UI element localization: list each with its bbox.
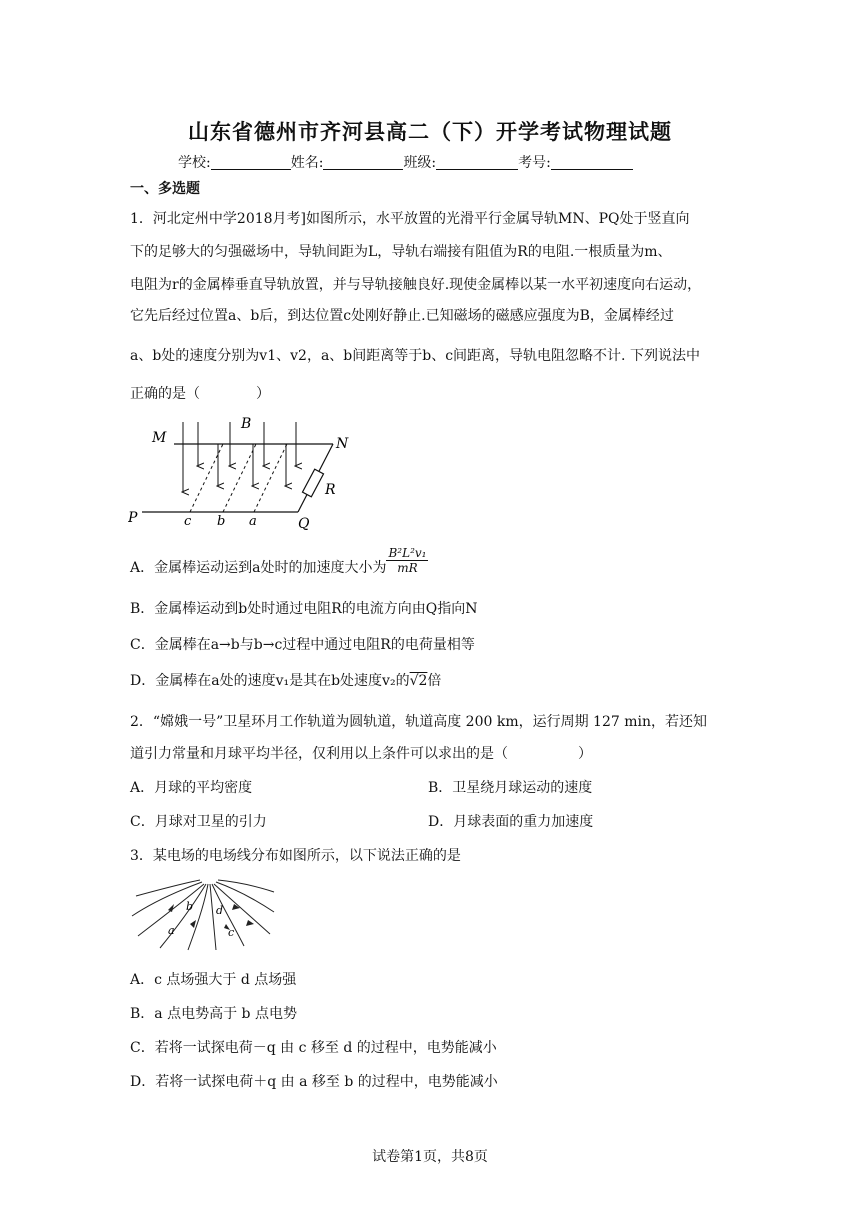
- q1-option-a[interactable]: [130, 545, 428, 577]
- q1-option-d-text: D．金属棒在a处的速度v₁是其在b处速度v₂的: [130, 673, 410, 689]
- fraction-denominator: mR: [397, 560, 418, 575]
- q1-option-c[interactable]: C．金属棒在a→b与b→c过程中通过电阻R的电荷量相等: [130, 637, 475, 653]
- page-footer: 试卷第1页，共8页: [372, 1149, 488, 1165]
- q1-option-d-suffix: 倍: [427, 673, 442, 689]
- q3-option-d[interactable]: D．若将一试探电荷＋q 由 a 移至 b 的过程中，电势能减小: [130, 1074, 498, 1090]
- page-title: 山东省德州市齐河县高二（下）开学考试物理试题: [188, 120, 672, 144]
- q2-line-2: 道引力常量和月球平均半径，仅利用以上条件可以求出的是（ ）: [130, 746, 592, 762]
- fraction: [386, 546, 428, 575]
- resistor-R: [302, 469, 323, 497]
- label-P: P: [128, 510, 138, 526]
- q1-option-a-text: A．金属棒运动运到a处时的加速度大小为: [130, 560, 387, 576]
- q1-line-3: 电阻为r的金属棒垂直导轨放置，并与导轨接触良好.现使金属棒以某一水平初速度向右运动，: [130, 277, 702, 293]
- rail-diagram: [128, 414, 358, 532]
- field-label-d: d: [216, 904, 224, 917]
- field-label-b: b: [186, 900, 194, 913]
- field-label-a: a: [168, 924, 175, 937]
- label-Q: Q: [298, 516, 310, 532]
- section-heading: 一、多选题: [130, 181, 200, 197]
- name-blank[interactable]: [323, 155, 403, 170]
- label-B: B: [241, 416, 252, 432]
- label-R: R: [325, 482, 336, 498]
- q2-option-c[interactable]: C．月球对卫星的引力: [130, 814, 267, 830]
- q2-option-d[interactable]: D．月球表面的重力加速度: [428, 814, 594, 830]
- exam-no-label: 考号:: [518, 155, 551, 171]
- class-blank[interactable]: [436, 155, 518, 170]
- q1-line-5: a、b处的速度分别为v1、v2，a、b间距离等于b、c间距离，导轨电阻忽略不计. 下列说法中: [130, 348, 700, 364]
- label-N: N: [336, 436, 349, 452]
- label-c: c: [184, 514, 192, 529]
- q1-line-2: 下的足够大的匀强磁场中，导轨间距为L，导轨右端接有阻值为R的电阻.一根质量为m、: [130, 244, 672, 260]
- q3-line-1: 3．某电场的电场线分布如图所示，以下说法正确的是: [130, 848, 461, 864]
- q1-line-1: 1．河北定州中学2018月考]如图所示，水平放置的光滑平行金属导轨MN、PQ处于竖直向: [130, 211, 690, 227]
- class-label: 班级:: [403, 155, 437, 171]
- name-label: 姓名:: [290, 155, 324, 171]
- q1-line-4: 它先后经过位置a、b后，到达位置c处刚好静止.已知磁场的磁感应强度为B，金属棒经过: [130, 308, 674, 324]
- q3-option-c[interactable]: C．若将一试探电荷－q 由 c 移至 d 的过程中，电势能减小: [130, 1040, 497, 1056]
- fraction-numerator: B²L²v₁: [388, 545, 427, 560]
- q3-option-a[interactable]: A．c 点场强大于 d 点场强: [130, 972, 297, 988]
- label-b: b: [217, 514, 226, 529]
- exam-no-blank[interactable]: [551, 155, 633, 170]
- student-info-row: [178, 152, 633, 172]
- q1-line-6: 正确的是（ ）: [130, 386, 270, 402]
- label-a: a: [249, 514, 257, 529]
- school-blank[interactable]: [211, 155, 291, 170]
- q3-option-b[interactable]: B．a 点电势高于 b 点电势: [130, 1006, 297, 1022]
- q2-line-1: 2．“嫦娥一号”卫星环月工作轨道为圆轨道，轨道高度 200 km，运行周期 127 min，若还知: [130, 714, 707, 730]
- q1-option-d[interactable]: [130, 670, 441, 690]
- q2-option-b[interactable]: B．卫星绕月球运动的速度: [428, 780, 593, 796]
- q2-option-a[interactable]: A．月球的平均密度: [130, 780, 253, 796]
- field-label-c: c: [228, 926, 235, 939]
- school-label: 学校:: [178, 155, 211, 171]
- field-line-diagram: [130, 874, 275, 952]
- label-M: M: [152, 430, 167, 446]
- q1-option-b[interactable]: B．金属棒运动到b处时通过电阻R的电流方向由Q指向N: [130, 601, 478, 617]
- sqrt-two: √2: [409, 673, 428, 689]
